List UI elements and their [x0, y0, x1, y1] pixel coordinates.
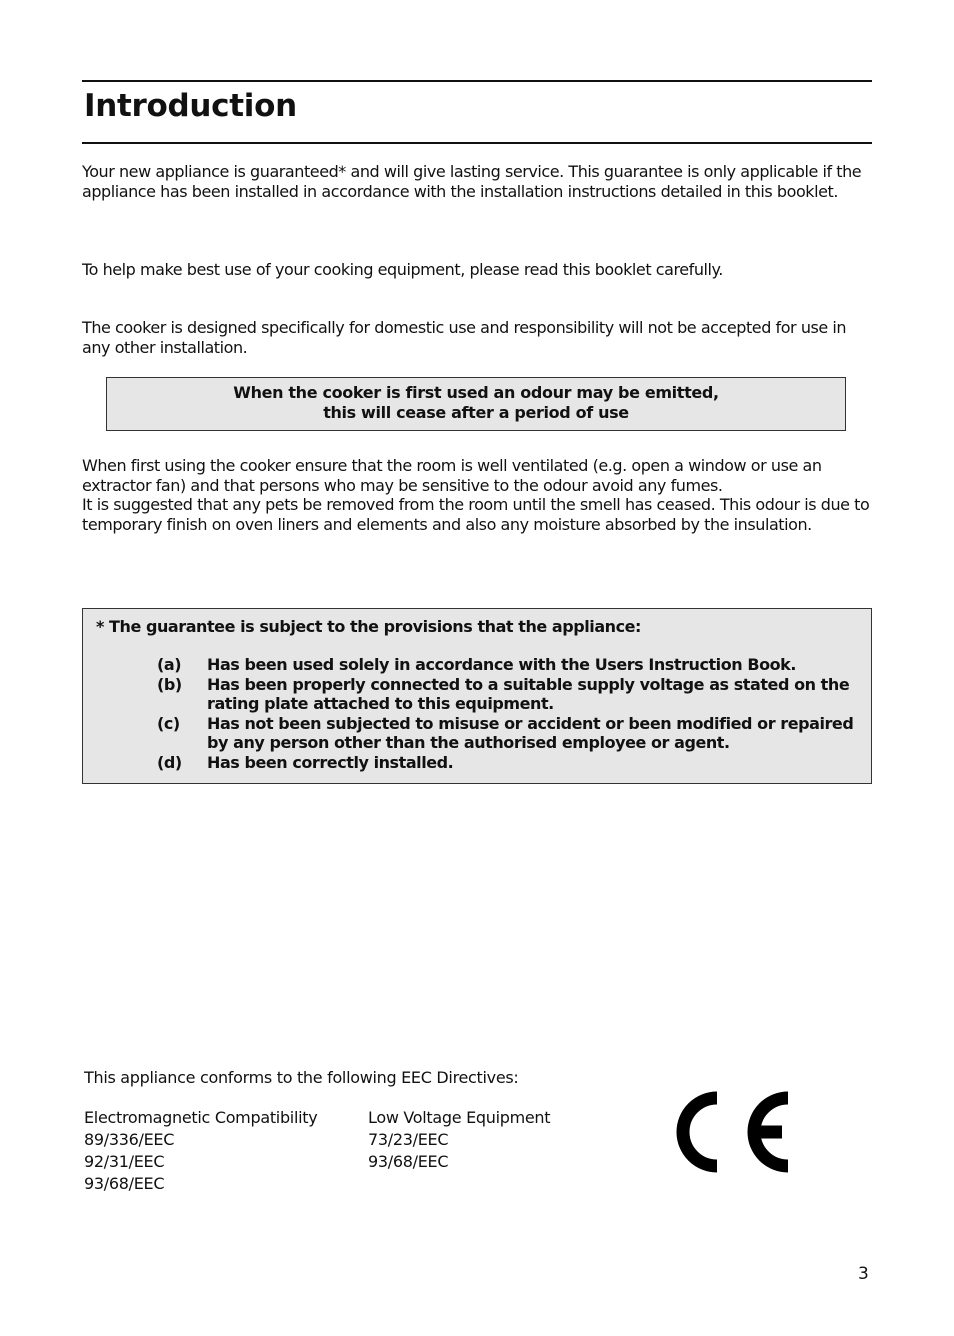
list-item — [157, 675, 863, 714]
lve-code: 93/68/EEC — [368, 1152, 449, 1171]
emc-code: 89/336/EEC — [84, 1130, 175, 1149]
odour-notice-box — [106, 377, 846, 431]
list-item — [157, 655, 863, 675]
lve-directives-column — [368, 1107, 550, 1173]
odour-notice-line-2: this will cease after a period of use — [323, 403, 629, 422]
page-title: Introduction — [84, 88, 297, 124]
list-item — [157, 714, 863, 753]
emc-directives-column — [84, 1107, 317, 1195]
lve-heading: Low Voltage Equipment — [368, 1108, 551, 1127]
list-item-marker: (b) — [157, 674, 182, 694]
list-item-marker: (a) — [157, 655, 182, 674]
directives-intro: This appliance conforms to the following EEC Directives: — [84, 1068, 519, 1087]
ventilation-paragraph — [82, 456, 874, 534]
emc-code: 93/68/EEC — [84, 1174, 165, 1193]
top-rule — [82, 80, 872, 82]
emc-code: 92/31/EEC — [84, 1152, 165, 1171]
read-booklet-paragraph: To help make best use of your cooking equipment, please read this booklet carefully. — [82, 260, 723, 279]
guarantee-intro-paragraph: Your new appliance is guaranteed* and will give lasting service. This guarantee is only applicable if the appliance has been installed in accordance with the installation instructions detailed in this booklet. — [82, 162, 862, 201]
list-item — [157, 753, 863, 773]
odour-notice-line-1: When the cooker is first used an odour may be emitted, — [233, 383, 719, 402]
list-item-marker: (c) — [157, 713, 180, 733]
title-rule — [82, 142, 872, 144]
list-item-marker: (d) — [157, 752, 182, 772]
ventilation-line-2: It is suggested that any pets be removed from the room until the smell has ceased. This odour is due to temporary finish on oven liners and elements and also any moisture absorbed by the insulation. — [82, 495, 870, 534]
list-item-text: Has not been subjected to misuse or accident or been modified or repaired by any person other than the authorised employee or agent. — [207, 713, 854, 753]
list-item-text: Has been properly connected to a suitable supply voltage as stated on the rating plate attached to this equipment. — [207, 674, 850, 714]
guarantee-provisions-box — [82, 608, 872, 784]
ventilation-line-1: When first using the cooker ensure that the room is well ventilated (e.g. open a window or use an extractor fan) and that persons who may be sensitive to the odour avoid any fumes. — [82, 456, 822, 495]
list-item-text: Has been correctly installed. — [207, 752, 454, 772]
page-number: 3 — [858, 1264, 869, 1284]
guarantee-provisions-list — [157, 655, 863, 773]
guarantee-heading: * The guarantee is subject to the provisions that the appliance: — [96, 617, 642, 636]
domestic-use-paragraph: The cooker is designed specifically for domestic use and responsibility will not be accepted for use in any other installation. — [82, 318, 847, 357]
list-item-text: Has been used solely in accordance with the Users Instruction Book. — [207, 655, 796, 674]
ce-mark-icon — [660, 1088, 790, 1176]
emc-heading: Electromagnetic Compatibility — [84, 1108, 318, 1127]
lve-code: 73/23/EEC — [368, 1130, 449, 1149]
